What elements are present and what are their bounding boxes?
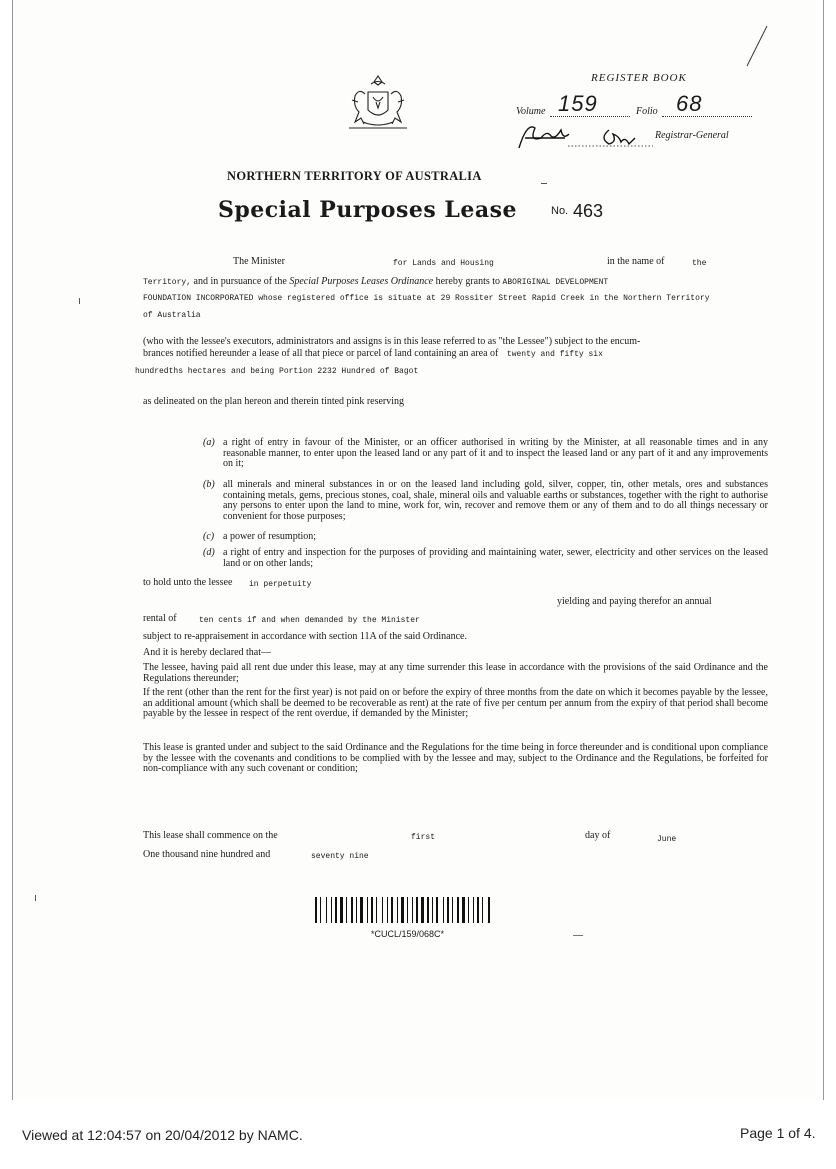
lease-title: Special Purposes Lease: [218, 197, 518, 223]
barcode-bar: [457, 897, 459, 923]
hold-typed: in perpetuity: [249, 580, 312, 589]
area-typed-2: hundredths hectares and being Portion 2232 Hundred of Bagot: [135, 367, 419, 376]
barcode-bar: [397, 897, 398, 923]
barcode-bar: [367, 897, 368, 923]
grantee-line-1: ABORIGINAL DEVELOPMENT: [502, 278, 609, 287]
reservation-text: a right of entry in favour of the Minister, or an officer authorised in writing by the Minister, at all reasonable times and in any reasonable manner, to enter upon the leased land or any part of it and to inspect the leased land or any part of it and any improvements on it;: [223, 437, 768, 469]
coat-of-arms-seal: [343, 72, 413, 134]
barcode-bar: [482, 897, 483, 923]
in-the-name-of: in the name of: [607, 256, 665, 267]
barcode-bar: [475, 897, 476, 923]
registrar-general-label: Registrar-General: [655, 130, 729, 141]
barcode-bar: [407, 897, 408, 923]
barcode-bar: [443, 897, 444, 923]
barcode-bar: [450, 897, 451, 923]
declaration-surrender: The lessee, having paid all rent due under this lease, may at any time surrender this lease in accordance with the provisions of the said Ordinance and the Regulations thereunder;: [143, 662, 768, 684]
barcode-bar: [335, 897, 337, 923]
barcode-bar: [432, 897, 433, 923]
barcode-bar: [346, 897, 347, 923]
reservation-text: a right of entry and inspection for the purposes of providing and maintaining water, sewer, electricity and other services on the leased land or on other lands;: [223, 547, 768, 569]
lease-document-page: [12, 0, 824, 1100]
barcode-bar: [318, 897, 319, 923]
the-typed: the: [692, 259, 707, 268]
reservation-label: (c): [203, 531, 215, 542]
yielding-text: yielding and paying therefor an annual: [557, 596, 712, 607]
reservation-label: (a): [203, 437, 215, 448]
lease-no-value: 463: [573, 201, 604, 221]
reservation-text: a power of resumption;: [223, 531, 317, 542]
year-label: One thousand nine hundred and: [143, 849, 271, 860]
barcode-bar: [320, 897, 321, 923]
barcode-bar: [351, 897, 353, 923]
volume-label: Volume: [516, 106, 546, 117]
volume-value: 159: [558, 91, 598, 116]
barcode-bar: [488, 897, 490, 923]
barcode-bar: [382, 897, 383, 923]
minister-typed: for Lands and Housing: [393, 259, 494, 268]
barcode-bar: [331, 897, 332, 923]
barcode-bar: [470, 897, 472, 923]
barcode-bar: [315, 897, 317, 923]
barcode-bar: [369, 897, 370, 923]
delineated-text: as delineated on the plan hereon and therein tinted pink reserving: [143, 396, 405, 407]
commence-month: June: [657, 835, 677, 844]
registrar-signature: [513, 118, 663, 154]
folio-label: Folio: [636, 106, 658, 117]
barcode-bar: [445, 897, 446, 923]
scan-mark: [541, 183, 547, 184]
reappraisement-text: subject to re-appraisement in accordance with section 11A of the said Ordinance.: [143, 631, 467, 642]
barcode-bar: [480, 897, 481, 923]
barcode-bar: [338, 897, 339, 923]
pursuance-text: and in pursuance of the: [193, 276, 287, 287]
barcode-bar: [384, 897, 386, 923]
barcode-bar: [389, 897, 390, 923]
rental-typed: ten cents if and when demanded by the Minister: [199, 616, 420, 625]
barcode-bar: [412, 897, 413, 923]
reservation-d: [203, 548, 768, 569]
reservation-a: [203, 438, 768, 470]
scan-mark: [35, 895, 36, 901]
barcode-bar: [394, 897, 396, 923]
barcode-bar: [484, 897, 487, 923]
barcode-bar: [425, 897, 426, 923]
barcode-bar: [434, 897, 435, 923]
barcode-bar: [376, 897, 377, 923]
reservation-label: (b): [203, 479, 215, 490]
barcode-bar: [360, 897, 363, 923]
barcode-bar: [391, 897, 393, 923]
lessee-definition: (who with the lessee's executors, administrators and assigns is in this lease referred to as "the Lessee") subject to the encum-: [143, 336, 641, 347]
volume-folio-line: [516, 93, 756, 117]
page-indicator: Page 1 of 4.: [740, 1125, 816, 1141]
barcode-bar: [378, 897, 381, 923]
barcode-bar: [358, 897, 359, 923]
area-typed-1: twenty and fifty six: [506, 350, 603, 359]
commence-label: This lease shall commence on the: [143, 830, 278, 841]
register-book-heading: REGISTER BOOK: [591, 72, 687, 84]
barcode-bar: [491, 897, 492, 923]
grantee-line-2: FOUNDATION INCORPORATED whose registered office is situate at 29 Rossiter Street Rapid Creek in the Northern Territory: [143, 294, 710, 303]
commence-year: seventy nine: [311, 852, 369, 861]
barcode-bar: [452, 897, 453, 923]
barcode-bar: [419, 897, 420, 923]
barcode-bar: [364, 897, 366, 923]
barcode-bar: [405, 897, 406, 923]
barcode-bar: [421, 897, 424, 923]
barcode-bar: [348, 897, 350, 923]
reservation-b: [203, 480, 768, 522]
declaration-rent-overdue: If the rent (other than the rent for the first year) is not paid on or before the expiry of three months from the date on which it becomes payable by the lessee, an additional amount (which shall be deemed to be recoverable as rent) at the rate of five per centum per annum from the expiry of that period shall become payable by the lessee in respect of the rent overdue, if demanded by the Minister;: [143, 687, 768, 719]
folio-value: 68: [676, 91, 703, 116]
barcode-bar: [344, 897, 345, 923]
hereby-grants-text: hereby grants to: [435, 276, 501, 287]
barcode-bar: [356, 897, 357, 923]
barcode-bar: [409, 897, 411, 923]
minister-label: The Minister: [233, 256, 285, 267]
barcode-bar: [340, 897, 343, 923]
barcode-bar: [477, 897, 479, 923]
declaration-conditions: This lease is granted under and subject to the said Ordinance and the Regulations for the time being in force thereunder and is conditional upon compliance by the lessee with the covenants and conditions to be complied with by the lessee and may, subject to the Ordinance and the Regulations, be forfeited for non-compliance with any such covenant or condition;: [143, 742, 768, 774]
lease-no-label: No.: [551, 205, 569, 217]
barcode-text: *CUCL/159/068C*: [371, 929, 445, 939]
barcode-bar: [416, 897, 418, 923]
grantee-line-3: of Australia: [143, 311, 201, 320]
scan-mark: [573, 935, 583, 936]
barcode-bar: [414, 897, 415, 923]
barcode-bar: [387, 897, 388, 923]
barcode: [315, 897, 511, 923]
day-of-label: day of: [585, 830, 611, 841]
barcode-bar: [462, 897, 465, 923]
reservation-c: [203, 532, 768, 543]
hold-label: to hold unto the lessee: [143, 577, 233, 588]
barcode-bar: [333, 897, 334, 923]
lessee-definition-2: [143, 348, 603, 359]
ordinance-name: Special Purposes Leases Ordinance: [289, 276, 434, 287]
barcode-bar: [466, 897, 467, 923]
pen-mark: [743, 20, 773, 70]
reservation-text: all minerals and mineral substances in or on the leased land including gold, silver, copper, tin, other metals, ores and substances containing metals, gems, precious stones, coal, shale, mineral oils and valuable earths or substances, together with the right to authorise any persons to enter upon the land to mine, work for, win, recover and remove them or any of them and to do all things necessary or convenient for those purposes;: [223, 479, 768, 522]
barcode-bar: [473, 897, 474, 923]
barcode-bar: [460, 897, 461, 923]
barcode-bar: [430, 897, 431, 923]
declared-text: And it is hereby declared that—: [143, 647, 272, 658]
territory-word: Territory,: [143, 278, 192, 287]
barcode-bar: [401, 897, 404, 923]
commence-day: first: [411, 833, 436, 842]
scan-mark: [79, 298, 80, 304]
territory-heading: NORTHERN TERRITORY OF AUSTRALIA: [227, 169, 482, 183]
barcode-bar: [439, 897, 442, 923]
area-text: brances notified hereunder a lease of all that piece or parcel of land containing an area of: [143, 348, 499, 359]
barcode-bar: [436, 897, 438, 923]
rental-label: rental of: [143, 613, 177, 624]
barcode-bar: [454, 897, 456, 923]
barcode-bar: [468, 897, 469, 923]
barcode-bar: [328, 897, 330, 923]
grant-line: [143, 276, 608, 287]
barcode-bar: [447, 897, 449, 923]
barcode-bar: [326, 897, 327, 923]
barcode-bar: [427, 897, 429, 923]
viewed-stamp: Viewed at 12:04:57 on 20/04/2012 by NAMC.: [22, 1127, 303, 1143]
barcode-bar: [374, 897, 375, 923]
barcode-bar: [354, 897, 355, 923]
barcode-bar: [399, 897, 400, 923]
barcode-bar: [371, 897, 373, 923]
reservation-label: (d): [203, 547, 215, 558]
barcode-bar: [322, 897, 325, 923]
